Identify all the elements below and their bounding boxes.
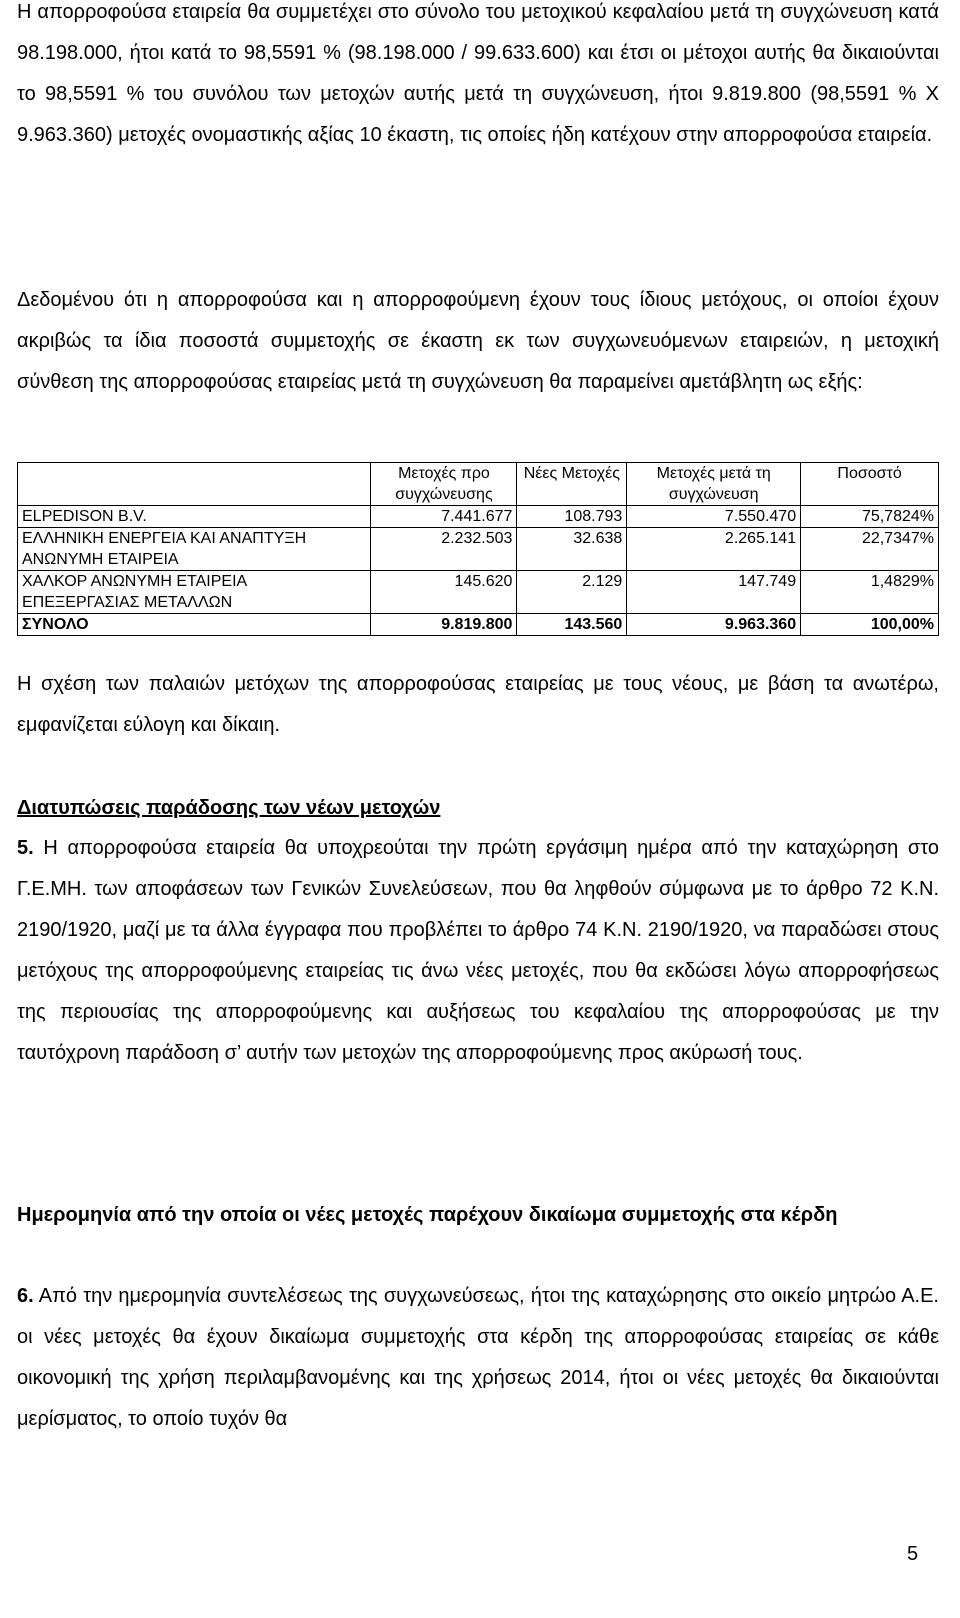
cell-total-percentage: 100,00% xyxy=(801,614,939,636)
header-cell-shares-before: Μετοχές προ συγχώνευσης xyxy=(371,463,517,506)
cell-total-label: ΣΥΝΟΛΟ xyxy=(18,614,371,636)
cell-percentage: 75,7824% xyxy=(801,506,939,528)
section-heading-profit-participation: Ημερομηνία από την οποία οι νέες μετοχές παρέχουν δικαίωμα συμμετοχής στα κέρδη xyxy=(17,1204,838,1226)
table-header-row xyxy=(18,463,939,506)
cell-total-new-shares: 143.560 xyxy=(517,614,627,636)
cell-shares-before: 145.620 xyxy=(371,571,517,614)
cell-total-shares-before: 9.819.800 xyxy=(371,614,517,636)
page-number: 5 xyxy=(907,1543,919,1565)
paragraph-fair-relation: Η σχέση των παλαιών μετόχων της απορροφούσας εταιρείας με τους νέους, με βάση τα ανωτέρω, εμφανίζεται εύλογη και δίκαιη. xyxy=(17,673,939,736)
table-row xyxy=(18,528,939,571)
clause-number: 5. xyxy=(17,837,34,859)
clause-number: 6. xyxy=(17,1285,34,1307)
cell-percentage: 22,7347% xyxy=(801,528,939,571)
cell-new-shares: 108.793 xyxy=(517,506,627,528)
clause-text: Η απορροφούσα εταιρεία θα υποχρεούται την πρώτη εργάσιμη ημέρα από την καταχώρηση στο Γ.Ε.ΜΗ. των αποφάσεων των Γενικών Συνελεύσεων, που θα ληφθούν σύμφωνα με το άρθρο 72 Κ.Ν. 2190/1920, μαζί με τα άλλα έγγραφα που προβλέπει το άρθρο 74 Κ.Ν. 2190/1920, να παραδώσει στους μετόχους της απορροφούμενης εταιρείας τις άνω νέες μετοχές, που θα εκδώσει λόγω απορροφήσεως της περιουσίας της απορροφούμενης και αυξήσεως του κεφαλαίου της απορροφούσας με την ταυτόχρονη παράδοση σ’ αυτήν των μετοχών της απορροφούμενης προς ακύρωσή τους. xyxy=(17,837,939,1064)
cell-shares-after: 2.265.141 xyxy=(627,528,801,571)
cell-shares-before: 2.232.503 xyxy=(371,528,517,571)
paragraph-merger-participation: Η απορροφούσα εταιρεία θα συμμετέχει στο σύνολο του μετοχικού κεφαλαίου μετά τη συγχώνευση κατά 98.198.000, ήτοι κατά το 98,5591 % (98.198.000 / 99.633.600) και έτσι οι μέτοχοι αυτής θα δικαιούνται το 98,5591 % του συνόλου των μετοχών αυτής μετά τη συγχώνευση, ήτοι 9.819.800 (98,5591 % Χ 9.963.360) μετοχές ονομαστικής αξίας 10 έκαστη, τις οποίες ήδη κατέχουν στην απορροφούσα εταιρεία. xyxy=(17,1,939,146)
cell-new-shares: 2.129 xyxy=(517,571,627,614)
header-cell-shares-after: Μετοχές μετά τη συγχώνευση xyxy=(627,463,801,506)
paragraph-profit-participation xyxy=(17,1276,939,1440)
table-total-row xyxy=(18,614,939,636)
clause-text: Από την ημερομηνία συντελέσεως της συγχωνεύσεως, ήτοι της καταχώρησης στο οικείο μητρώο Α.Ε. οι νέες μετοχές θα έχουν δικαίωμα συμμετοχής στα κέρδη της απορροφούσας εταιρείας σε κάθε οικονομική της χρήση περιλαμβανομένης και της χρήσεως 2014, ήτοι οι νέες μετοχές θα δικαιούνται μερίσματος, το οποίο τυχόν θα xyxy=(17,1285,939,1430)
shareholding-table xyxy=(17,462,939,636)
cell-new-shares: 32.638 xyxy=(517,528,627,571)
cell-shareholder-name: ELPEDISON B.V. xyxy=(18,506,371,528)
cell-shareholder-name: ΧΑΛΚΟΡ ΑΝΩΝΥΜΗ ΕΤΑΙΡΕΙΑ ΕΠΕΞΕΡΓΑΣΙΑΣ ΜΕΤΑΛΛΩΝ xyxy=(18,571,371,614)
table-row xyxy=(18,571,939,614)
table-row xyxy=(18,506,939,528)
header-cell-percentage: Ποσοστό xyxy=(801,463,939,506)
paragraph-shareholder-composition: Δεδομένου ότι η απορροφούσα και η απορροφούμενη έχουν τους ίδιους μετόχους, οι οποίοι έχουν ακριβώς τα ίδια ποσοστά συμμετοχής σε έκαστη εκ των συγχωνευόμενων εταιρειών, η μετοχική σύνθεση της απορροφούσας εταιρείας μετά τη συγχώνευση θα παραμείνει αμετάβλητη ως εξής: xyxy=(17,289,939,393)
cell-shareholder-name: ΕΛΛΗΝΙΚΗ ΕΝΕΡΓΕΙΑ ΚΑΙ ΑΝΑΠΤΥΞΗ ΑΝΩΝΥΜΗ ΕΤΑΙΡΕΙΑ xyxy=(18,528,371,571)
cell-shares-after: 7.550.470 xyxy=(627,506,801,528)
cell-total-shares-after: 9.963.360 xyxy=(627,614,801,636)
cell-percentage: 1,4829% xyxy=(801,571,939,614)
shareholding-table-wrapper xyxy=(17,462,939,636)
section-heading-delivery: Διατυπώσεις παράδοσης των νέων μετοχών xyxy=(17,797,441,819)
cell-shares-before: 7.441.677 xyxy=(371,506,517,528)
cell-shares-after: 147.749 xyxy=(627,571,801,614)
header-cell-shareholder xyxy=(18,463,371,506)
header-cell-new-shares: Νέες Μετοχές xyxy=(517,463,627,506)
paragraph-delivery-terms xyxy=(17,828,939,1074)
